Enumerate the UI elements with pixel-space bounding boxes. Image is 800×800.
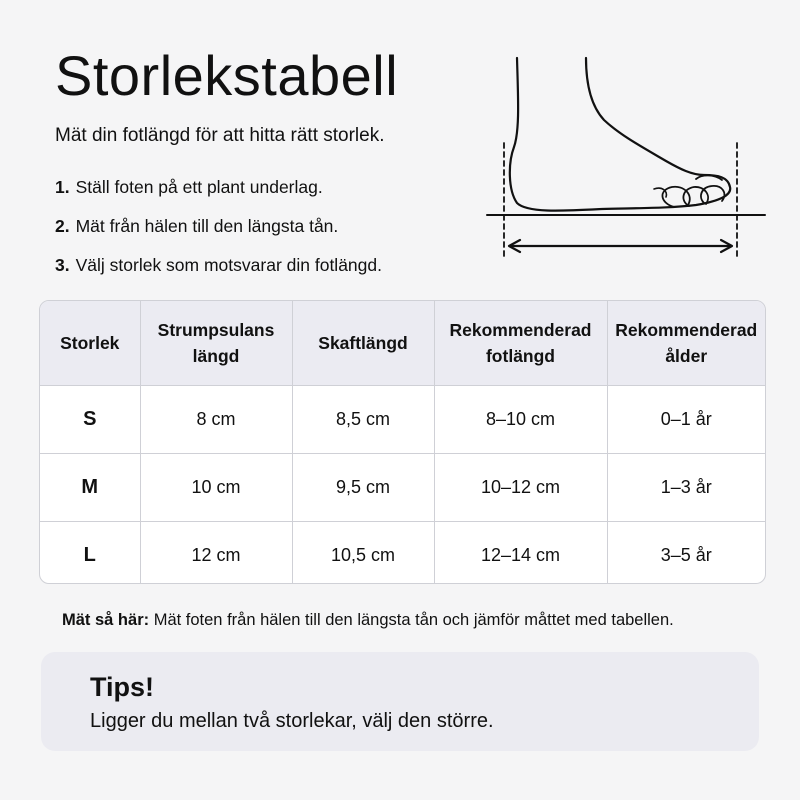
tips-text: Ligger du mellan två storlekar, välj den större. xyxy=(90,710,494,732)
column-header-size: Storlek xyxy=(40,301,140,386)
step-number: 3. xyxy=(55,255,70,275)
step-text: Mät från hälen till den längsta tån. xyxy=(75,216,339,236)
step-item xyxy=(55,254,382,293)
table-row xyxy=(40,454,765,522)
size-cell: L xyxy=(40,522,140,585)
table-cell: 0–1 år xyxy=(607,386,765,454)
column-header-shaft-length: Skaftlängd xyxy=(292,301,434,386)
size-table-card xyxy=(39,300,766,584)
column-header-sole-length: Strumpsulans längd xyxy=(140,301,292,386)
table-row xyxy=(40,522,765,585)
size-table xyxy=(40,301,765,584)
size-cell: S xyxy=(40,386,140,454)
table-cell: 8,5 cm xyxy=(292,386,434,454)
table-cell: 10–12 cm xyxy=(434,454,607,522)
table-cell: 3–5 år xyxy=(607,522,765,585)
table-cell: 8 cm xyxy=(140,386,292,454)
measure-note xyxy=(62,611,674,630)
tips-card xyxy=(41,652,759,751)
step-item xyxy=(55,215,382,254)
tips-title: Tips! xyxy=(90,672,155,702)
page-title: Storlekstabell xyxy=(55,44,399,107)
table-cell: 1–3 år xyxy=(607,454,765,522)
step-number: 1. xyxy=(55,177,70,197)
step-text: Välj storlek som motsvarar din fotlängd. xyxy=(75,255,382,275)
measurement-steps xyxy=(55,176,382,293)
table-cell: 10,5 cm xyxy=(292,522,434,585)
table-header-row xyxy=(40,301,765,386)
step-item xyxy=(55,176,382,215)
size-cell: M xyxy=(40,454,140,522)
table-cell: 8–10 cm xyxy=(434,386,607,454)
column-header-foot-length: Rekommenderad fotlängd xyxy=(434,301,607,386)
table-row xyxy=(40,386,765,454)
table-cell: 12–14 cm xyxy=(434,522,607,585)
foot-measurement-icon xyxy=(482,55,772,270)
table-cell: 9,5 cm xyxy=(292,454,434,522)
step-text: Ställ foten på ett plant underlag. xyxy=(75,177,323,197)
column-header-age: Rekommenderad ålder xyxy=(607,301,765,386)
table-cell: 12 cm xyxy=(140,522,292,585)
page-subtitle: Mät din fotlängd för att hitta rätt storlek. xyxy=(55,125,385,146)
table-cell: 10 cm xyxy=(140,454,292,522)
measure-note-lead: Mät så här: xyxy=(62,611,150,629)
step-number: 2. xyxy=(55,216,70,236)
measure-note-text: Mät foten från hälen till den längsta tån och jämför måttet med tabellen. xyxy=(149,611,674,629)
